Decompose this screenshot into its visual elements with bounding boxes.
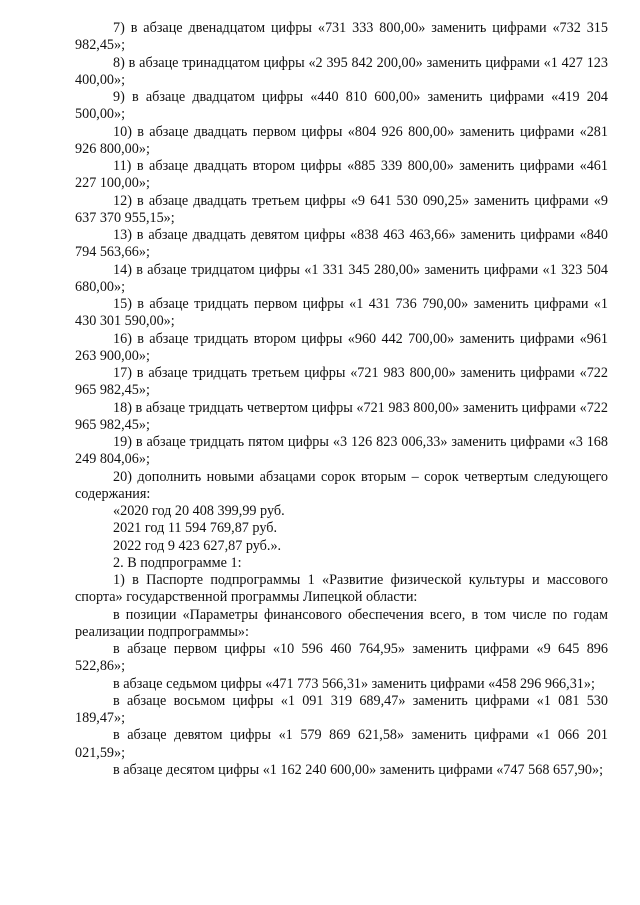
paragraph-item-10: 10) в абзаце двадцать первом цифры «804 926 800,00» заменить цифрами «281 926 800,00»; (75, 123, 608, 157)
paragraph-abzac-seventh: в абзаце седьмом цифры «471 773 566,31» заменить цифрами «458 296 966,31»; (113, 675, 595, 692)
paragraph-item-15: 15) в абзаце тридцать первом цифры «1 431 736 790,00» заменить цифрами «1 430 301 590,00»; (75, 296, 608, 330)
paragraph-item-14: 14) в абзаце тридцатом цифры «1 331 345 280,00» заменить цифрами «1 323 504 680,00»; (75, 261, 608, 295)
paragraph-abzac-tenth: в абзаце десятом цифры «1 162 240 600,00» заменить цифрами «747 568 657,90»; (113, 761, 604, 778)
paragraph-item-11: 11) в абзаце двадцать втором цифры «885 339 800,00» заменить цифрами «461 227 100,00»; (75, 158, 608, 192)
paragraph-item-12: 12) в абзаце двадцать третьем цифры «9 641 530 090,25» заменить цифрами «9 637 370 955,15»; (75, 192, 608, 226)
paragraph-item-20: 20) дополнить новыми абзацами сорок вторым – сорок четвертым следующего содержания: (75, 468, 608, 502)
paragraph-passport: 1) в Паспорте подпрограммы 1 «Развитие физической культуры и массового спорта» государственной программы Липецкой области: (75, 572, 608, 606)
paragraph-item-16: 16) в абзаце тридцать втором цифры «960 442 700,00» заменить цифрами «961 263 900,00»; (75, 330, 608, 364)
paragraph-item-9: 9) в абзаце двадцатом цифры «440 810 600,00» заменить цифрами «419 204 500,00»; (75, 89, 608, 123)
paragraph-abzac-eighth: в абзаце восьмом цифры «1 091 319 689,47» заменить цифрами «1 081 530 189,47»; (75, 692, 608, 726)
paragraph-abzac-ninth: в абзаце девятом цифры «1 579 869 621,58» заменить цифрами «1 066 201 021,59»; (75, 727, 608, 761)
paragraph-item-19: 19) в абзаце тридцать пятом цифры «3 126 823 006,33» заменить цифрами «3 168 249 804,06»; (75, 434, 608, 468)
new-paragraph-2021: 2021 год 11 594 769,87 руб. (113, 520, 278, 537)
paragraph-abzac-first: в абзаце первом цифры «10 596 460 764,95» заменить цифрами «9 645 896 522,86»; (75, 641, 608, 675)
document-page (75, 20, 608, 779)
new-paragraph-2022: 2022 год 9 423 627,87 руб.». (113, 537, 282, 554)
paragraph-item-13: 13) в абзаце двадцать девятом цифры «838 463 463,66» заменить цифрами «840 794 563,66»; (75, 227, 608, 261)
paragraph-item-7: 7) в абзаце двенадцатом цифры «731 333 800,00» заменить цифрами «732 315 982,45»; (75, 20, 608, 54)
paragraph-item-18: 18) в абзаце тридцать четвертом цифры «721 983 800,00» заменить цифрами «722 965 982,45»; (75, 399, 608, 433)
new-paragraph-2020: «2020 год 20 408 399,99 руб. (113, 503, 285, 519)
paragraph-item-8: 8) в абзаце тринадцатом цифры «2 395 842 200,00» заменить цифрами «1 427 123 400,00»; (75, 54, 608, 88)
paragraph-funding-position: в позиции «Параметры финансового обеспечения всего, в том числе по годам реализации подпрограммы»: (75, 606, 608, 640)
section-heading-subprogram-1: 2. В подпрограмме 1: (113, 554, 242, 571)
paragraph-item-17: 17) в абзаце тридцать третьем цифры «721 983 800,00» заменить цифрами «722 965 982,45»; (75, 365, 608, 399)
